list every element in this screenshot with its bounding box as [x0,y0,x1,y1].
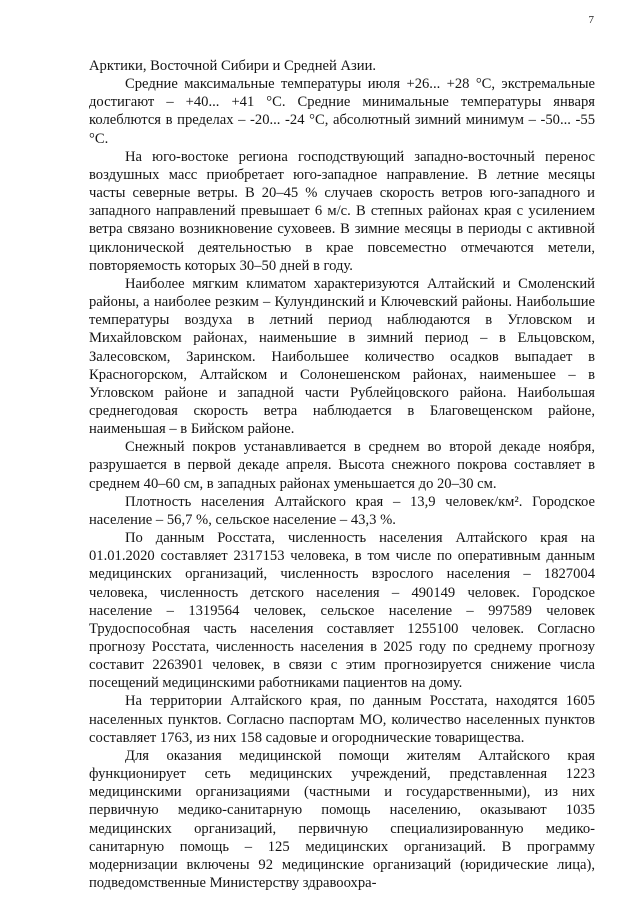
paragraph-temperatures: Средние максимальные температуры июля +26... +28 °С, экстремальные достигают – +40... +41 °С. Средние минимальные температуры января колеблются в пределах – -20... -24 °С, абсолютный зимний минимум – -50... -55 °С. [89,76,595,147]
paragraph-population-rosstat: По данным Росстата, численность населения Алтайского края на 01.01.2020 составляет 2317153 человека, в том числе по оперативным данным медицинских организаций, численность взрослого населения – 1827004 человека, численность детского населения – 490149 человек. Городское население – 1319564 человек, сельское население – 997589 человек Трудоспособная часть населения составляет 1255100 человек. Согласно прогнозу Росстата, численность населения в 2025 году по среднему прогнозу составит 2263901 человек, в связи с этим прогнозируется снижение числа посещений медицинскими работниками пациентов на дому. [89,530,595,692]
page-number: 7 [588,14,594,26]
paragraph-settlements: На территории Алтайского края, по данным Росстата, находятся 1605 населенных пунктов. Согласно паспортам МО, количество населенных пунктов составляет 1763, из них 158 садовые и огороднические товарищества. [89,693,595,746]
paragraph-districts-climate: Наиболее мягким климатом характеризуются Алтайский и Смоленский районы, а наиболее резким – Кулундинский и Ключевский районы. Наибольшие температуры воздуха в летний период наблюдаются в Угловском и Михайловском районах, наименьшие в зимний период – в Ельцовском, Залесовском, Заринском. Наибольшее количество осадков выпадает в Красногорском, Алтайском и Солонешенском районах, наименьшее – в Угловском районе и западной части Рублейцовского района. Наибольшая среднегодовая скорость ветра наблюдается в Благовещенском районе, наименьшая – в Бийском районе. [89,275,595,438]
paragraph-continuation: Арктики, Восточной Сибири и Средней Азии. [89,58,377,74]
paragraph-snow-cover: Снежный покров устанавливается в среднем во второй декаде ноября, разрушается в первой декаде апреля. Высота снежного покрова составляет в среднем 40–60 см, в западных районах уменьшается до 20–30 см. [89,439,595,492]
paragraph-winds: На юго-востоке региона господствующий западно-восточный перенос воздушных масс приобретает юго-западное направление. В летние месяцы часты северные ветры. В 20–45 % случаев скорость ветров юго-западного и западного направлений превышает 6 м/с. В степных районах края с усилением ветра связано возникновение суховеев. В зимние месяцы в периоды с активной циклонической деятельностью в крае повсеместно отмечаются метели, повторяемость которых 30–50 дней в году. [89,148,595,274]
paragraph-medical-organizations: Для оказания медицинской помощи жителям Алтайского края функционирует сеть медицинских учреждений, представленная 1223 медицинскими организациями (частными и государственными), из них первичную медико-санитарную помощь населению, оказывают 1035 медицинских организаций, первичную специализированную медико-санитарную помощь – 125 медицинских организаций. В программу модернизации включены 92 медицинские организаций (юридические лица), подведомственные Министерству здравоохра- [89,747,595,892]
document-body [89,57,595,892]
paragraph-population-density: Плотность населения Алтайского края – 13,9 человек/км². Городское население – 56,7 %, сельское население – 43,3 %. [89,493,595,528]
